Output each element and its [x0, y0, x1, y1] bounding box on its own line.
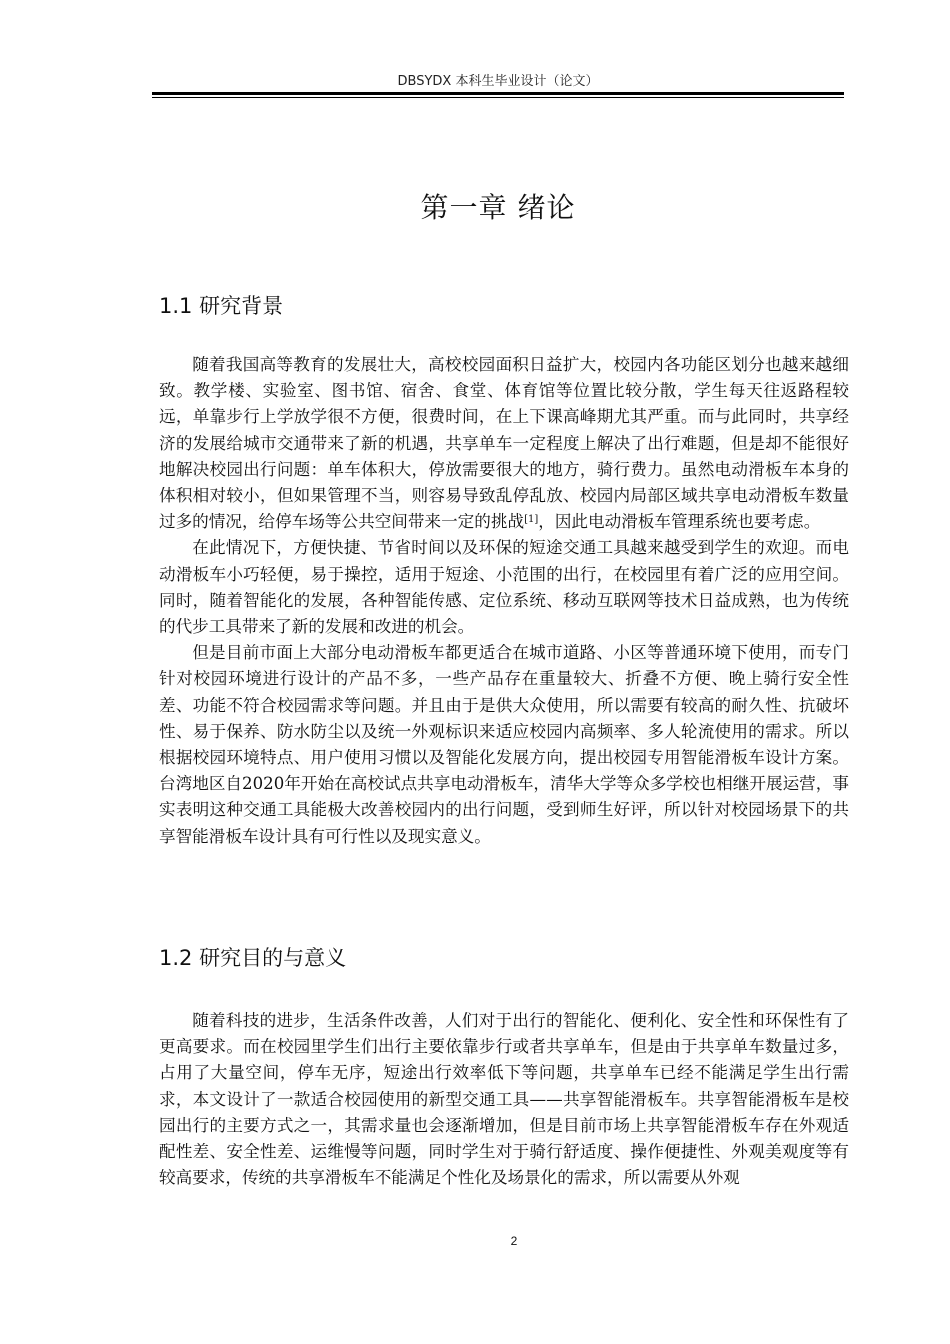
paragraph [159, 352, 849, 535]
citation-marker[interactable]: [1] [524, 514, 539, 526]
paragraph-text-tail: ，因此电动滑板车管理系统也要考虑。 [538, 512, 821, 532]
paragraph: 随着科技的进步，生活条件改善，人们对于出行的智能化、便利化、安全性和环保性有了更高要求。而在校园里学生们出行主要依靠步行或者共享单车，但是由于共享单车数量过多，占用了大量空间，停车无序，短途出行效率低下等问题，共享单车已经不能满足学生出行需求，本文设计了一款适合校园使用的新型交通工具——共享智能滑板车。共享智能滑板车是校园出行的主要方式之一，其需求量也会逐渐增加，但是目前市场上共享智能滑板车存在外观适配性差、安全性差、运维慢等问题，同时学生对于骑行舒适度、操作便捷性、外观美观度等有较高要求，传统的共享滑板车不能满足个性化及场景化的需求，所以需要从外观 [159, 1011, 849, 1188]
section-1-1-body [159, 352, 849, 850]
header-rule-thick [152, 92, 844, 95]
section-heading-1-2: 1.2 研究目的与意义 [159, 946, 347, 970]
paragraph: 在此情况下，方便快捷、节省时间以及环保的短途交通工具越来越受到学生的欢迎。而电动滑板车小巧轻便，易于操控，适用于短途、小范围的出行，在校园里有着广泛的应用空间。同时，随着智能化的发展，各种智能传感、定位系统、移动互联网等技术日益成熟，也为传统的代步工具带来了新的发展和改进的机会。 [159, 538, 849, 637]
paragraph: 但是目前市面上大部分电动滑板车都更适合在城市道路、小区等普通环境下使用，而专门针对校园环境进行设计的产品不多，一些产品存在重量较大、折叠不方便、晚上骑行安全性差、功能不符合校园需求等问题。并且由于是供大众使用，所以需要有较高的耐久性、抗破坏性、易于保养、防水防尘以及统一外观标识来适应校园内高频率、多人轮流使用的需求。所以根据校园环境特点、用户使用习惯以及智能化发展方向，提出校园专用智能滑板车设计方案。台湾地区自2020年开始在高校试点共享电动滑板车，清华大学等众多学校也相继开展运营，事实表明这种交通工具能极大改善校园内的出行问题，受到师生好评，所以针对校园场景下的共享智能滑板车设计具有可行性以及现实意义。 [159, 643, 849, 846]
header-rule-thin [152, 97, 844, 98]
paragraph-text: 随着我国高等教育的发展壮大，高校校园面积日益扩大，校园内各功能区划分也越来越细致。教学楼、实验室、图书馆、宿舍、食堂、体育馆等位置比较分散，学生每天往返路程较远，单靠步行上学放学很不方便，很费时间，在上下课高峰期尤其严重。而与此同时，共享经济的发展给城市交通带来了新的机遇，共享单车一定程度上解决了出行难题，但是却不能很好地解决校园出行问题：单车体积大，停放需要很大的地方，骑行费力。虽然电动滑板车本身的体积相对较小，但如果管理不当，则容易导致乱停乱放、校园内局部区域共享电动滑板车数量过多的情况，给停车场等公共空间带来一定的挑战 [159, 355, 849, 532]
section-1-2-body [159, 1008, 849, 1191]
section-heading-1-1: 1.1 研究背景 [159, 294, 284, 318]
running-header: DBSYDX 本科生毕业设计（论文） [397, 74, 599, 89]
chapter-title: 第一章 绪论 [420, 191, 576, 224]
page-number: 2 [510, 1234, 518, 1248]
